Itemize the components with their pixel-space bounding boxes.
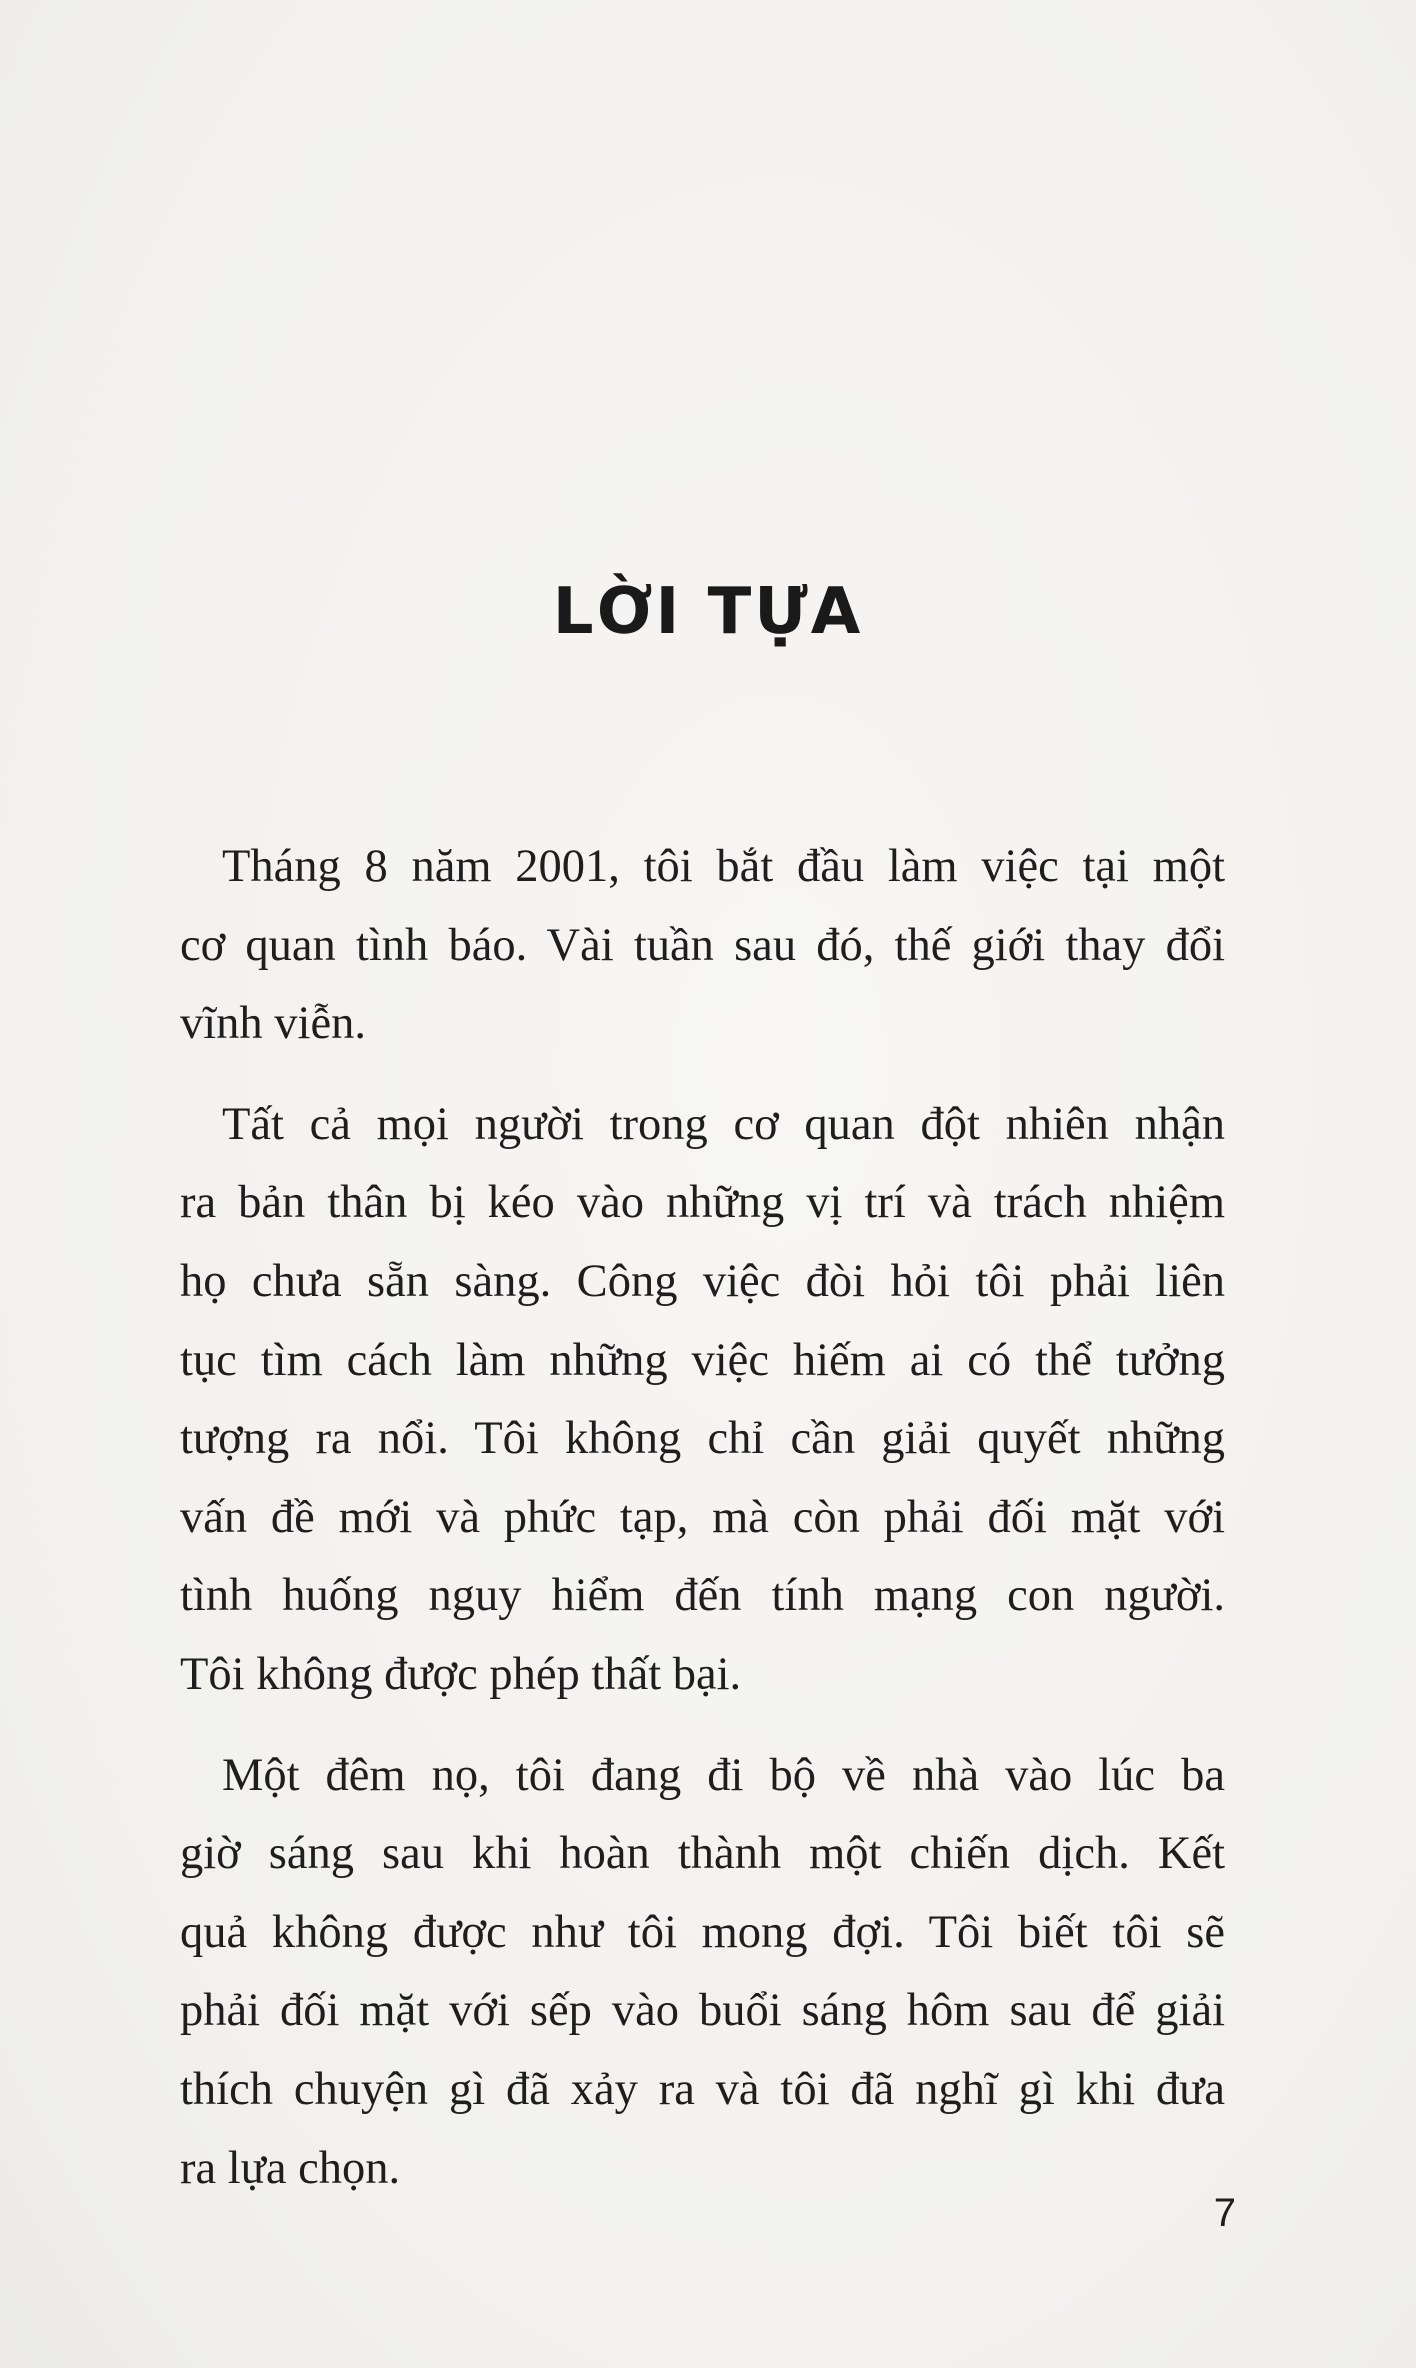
text-line: cơ quan tình báo. Vài tuần sau đó, thế giới thay đổi — [180, 919, 1225, 971]
text-line: Tháng 8 năm 2001, tôi bắt đầu làm việc tại một — [222, 841, 1225, 892]
text-line: họ chưa sẵn sàng. Công việc đòi hỏi tôi phải liên — [180, 1255, 1225, 1307]
text-line: Tất cả mọi người trong cơ quan đột nhiên nhận — [222, 1098, 1225, 1150]
paragraph-1 — [180, 828, 1225, 1064]
paragraph-3 — [180, 1737, 1225, 2209]
text-line: vĩnh viễn. — [180, 998, 366, 1050]
text-line: Một đêm nọ, tôi đang đi bộ về nhà vào lúc ba — [222, 1749, 1225, 1801]
paragraph-2 — [180, 1086, 1225, 1715]
text-line: thích chuyện gì đã xảy ra và tôi đã nghĩ gì khi đưa — [180, 2063, 1225, 2115]
text-line: tượng ra nổi. Tôi không chỉ cần giải quyết những — [180, 1413, 1225, 1465]
text-line: phải đối mặt với sếp vào buổi sáng hôm sau để giải — [180, 1985, 1225, 2037]
chapter-title: LỜI TỰA — [552, 575, 864, 649]
text-line: ra bản thân bị kéo vào những vị trí và trách nhiệm — [180, 1177, 1225, 1229]
text-line: tục tìm cách làm những việc hiếm ai có thể tưởng — [180, 1334, 1225, 1386]
text-line: tình huống nguy hiểm đến tính mạng con người. — [180, 1570, 1225, 1622]
text-line: ra lựa chọn. — [180, 2142, 401, 2194]
text-line: Tôi không được phép thất bại. — [180, 1648, 742, 1700]
text-line: giờ sáng sau khi hoàn thành một chiến dịch. Kết — [180, 1828, 1225, 1880]
body-text — [180, 828, 1225, 2230]
page-number: 7 — [1213, 2191, 1236, 2235]
text-line: vấn đề mới và phức tạp, mà còn phải đối mặt với — [180, 1491, 1225, 1543]
text-line: quả không được như tôi mong đợi. Tôi biết tôi sẽ — [180, 1906, 1225, 1958]
